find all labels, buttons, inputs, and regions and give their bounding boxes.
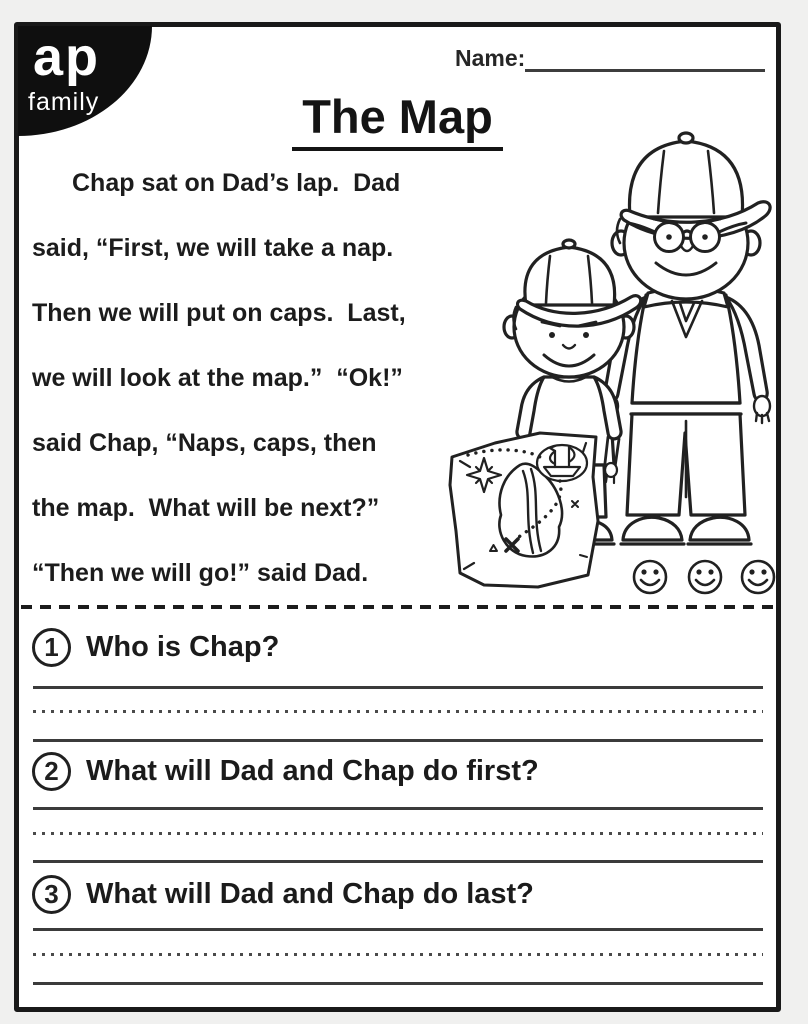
smiley-row [634, 561, 774, 593]
answer-line-solid[interactable] [33, 686, 763, 689]
question-number-circle: 1 [32, 628, 71, 667]
question-text: Who is Chap? [86, 631, 280, 663]
passage-line: said Chap, “Naps, caps, then [32, 429, 377, 457]
passage-line: we will look at the map.” “Ok!” [32, 364, 403, 392]
question-text: What will Dad and Chap do last? [86, 878, 534, 910]
answer-line-solid[interactable] [33, 860, 763, 863]
answer-line-solid[interactable] [33, 928, 763, 931]
answer-line-dotted[interactable] [33, 953, 763, 956]
worksheet-page [14, 22, 781, 1012]
brand-badge-text: ap [33, 27, 101, 87]
smiley-icon [689, 561, 721, 593]
name-label: Name: [455, 45, 526, 71]
question-2 [32, 752, 539, 791]
question-3 [32, 875, 534, 914]
answer-line-dotted[interactable] [33, 832, 763, 835]
dad-and-boy-illustration [440, 125, 780, 605]
smiley-icon [742, 561, 774, 593]
passage-line: Then we will put on caps. Last, [32, 299, 406, 327]
reading-passage [32, 151, 406, 606]
name-blank-line[interactable] [525, 43, 765, 72]
passage-line: “Then we will go!” said Dad. [32, 559, 369, 587]
passage-line: the map. What will be next?” [32, 494, 380, 522]
question-number-circle: 3 [32, 875, 71, 914]
ship-icon [537, 445, 587, 481]
answer-line-solid[interactable] [33, 807, 763, 810]
dad-shoes [621, 517, 751, 544]
question-number-circle: 2 [32, 752, 71, 791]
page-title: The Map [292, 91, 503, 151]
treasure-map-icon [450, 433, 598, 587]
brand-badge-subtext: family [28, 88, 100, 116]
answer-line-solid[interactable] [33, 739, 763, 742]
passage-line: said, “First, we will take a nap. [32, 234, 394, 262]
smiley-icon [634, 561, 666, 593]
answer-line-solid[interactable] [33, 982, 763, 985]
dashed-divider [21, 605, 774, 609]
question-text: What will Dad and Chap do first? [86, 755, 539, 787]
name-row [455, 43, 765, 72]
question-1 [32, 628, 279, 667]
passage-line: Chap sat on Dad’s lap. Dad [72, 169, 401, 197]
answer-line-dotted[interactable] [33, 710, 763, 713]
